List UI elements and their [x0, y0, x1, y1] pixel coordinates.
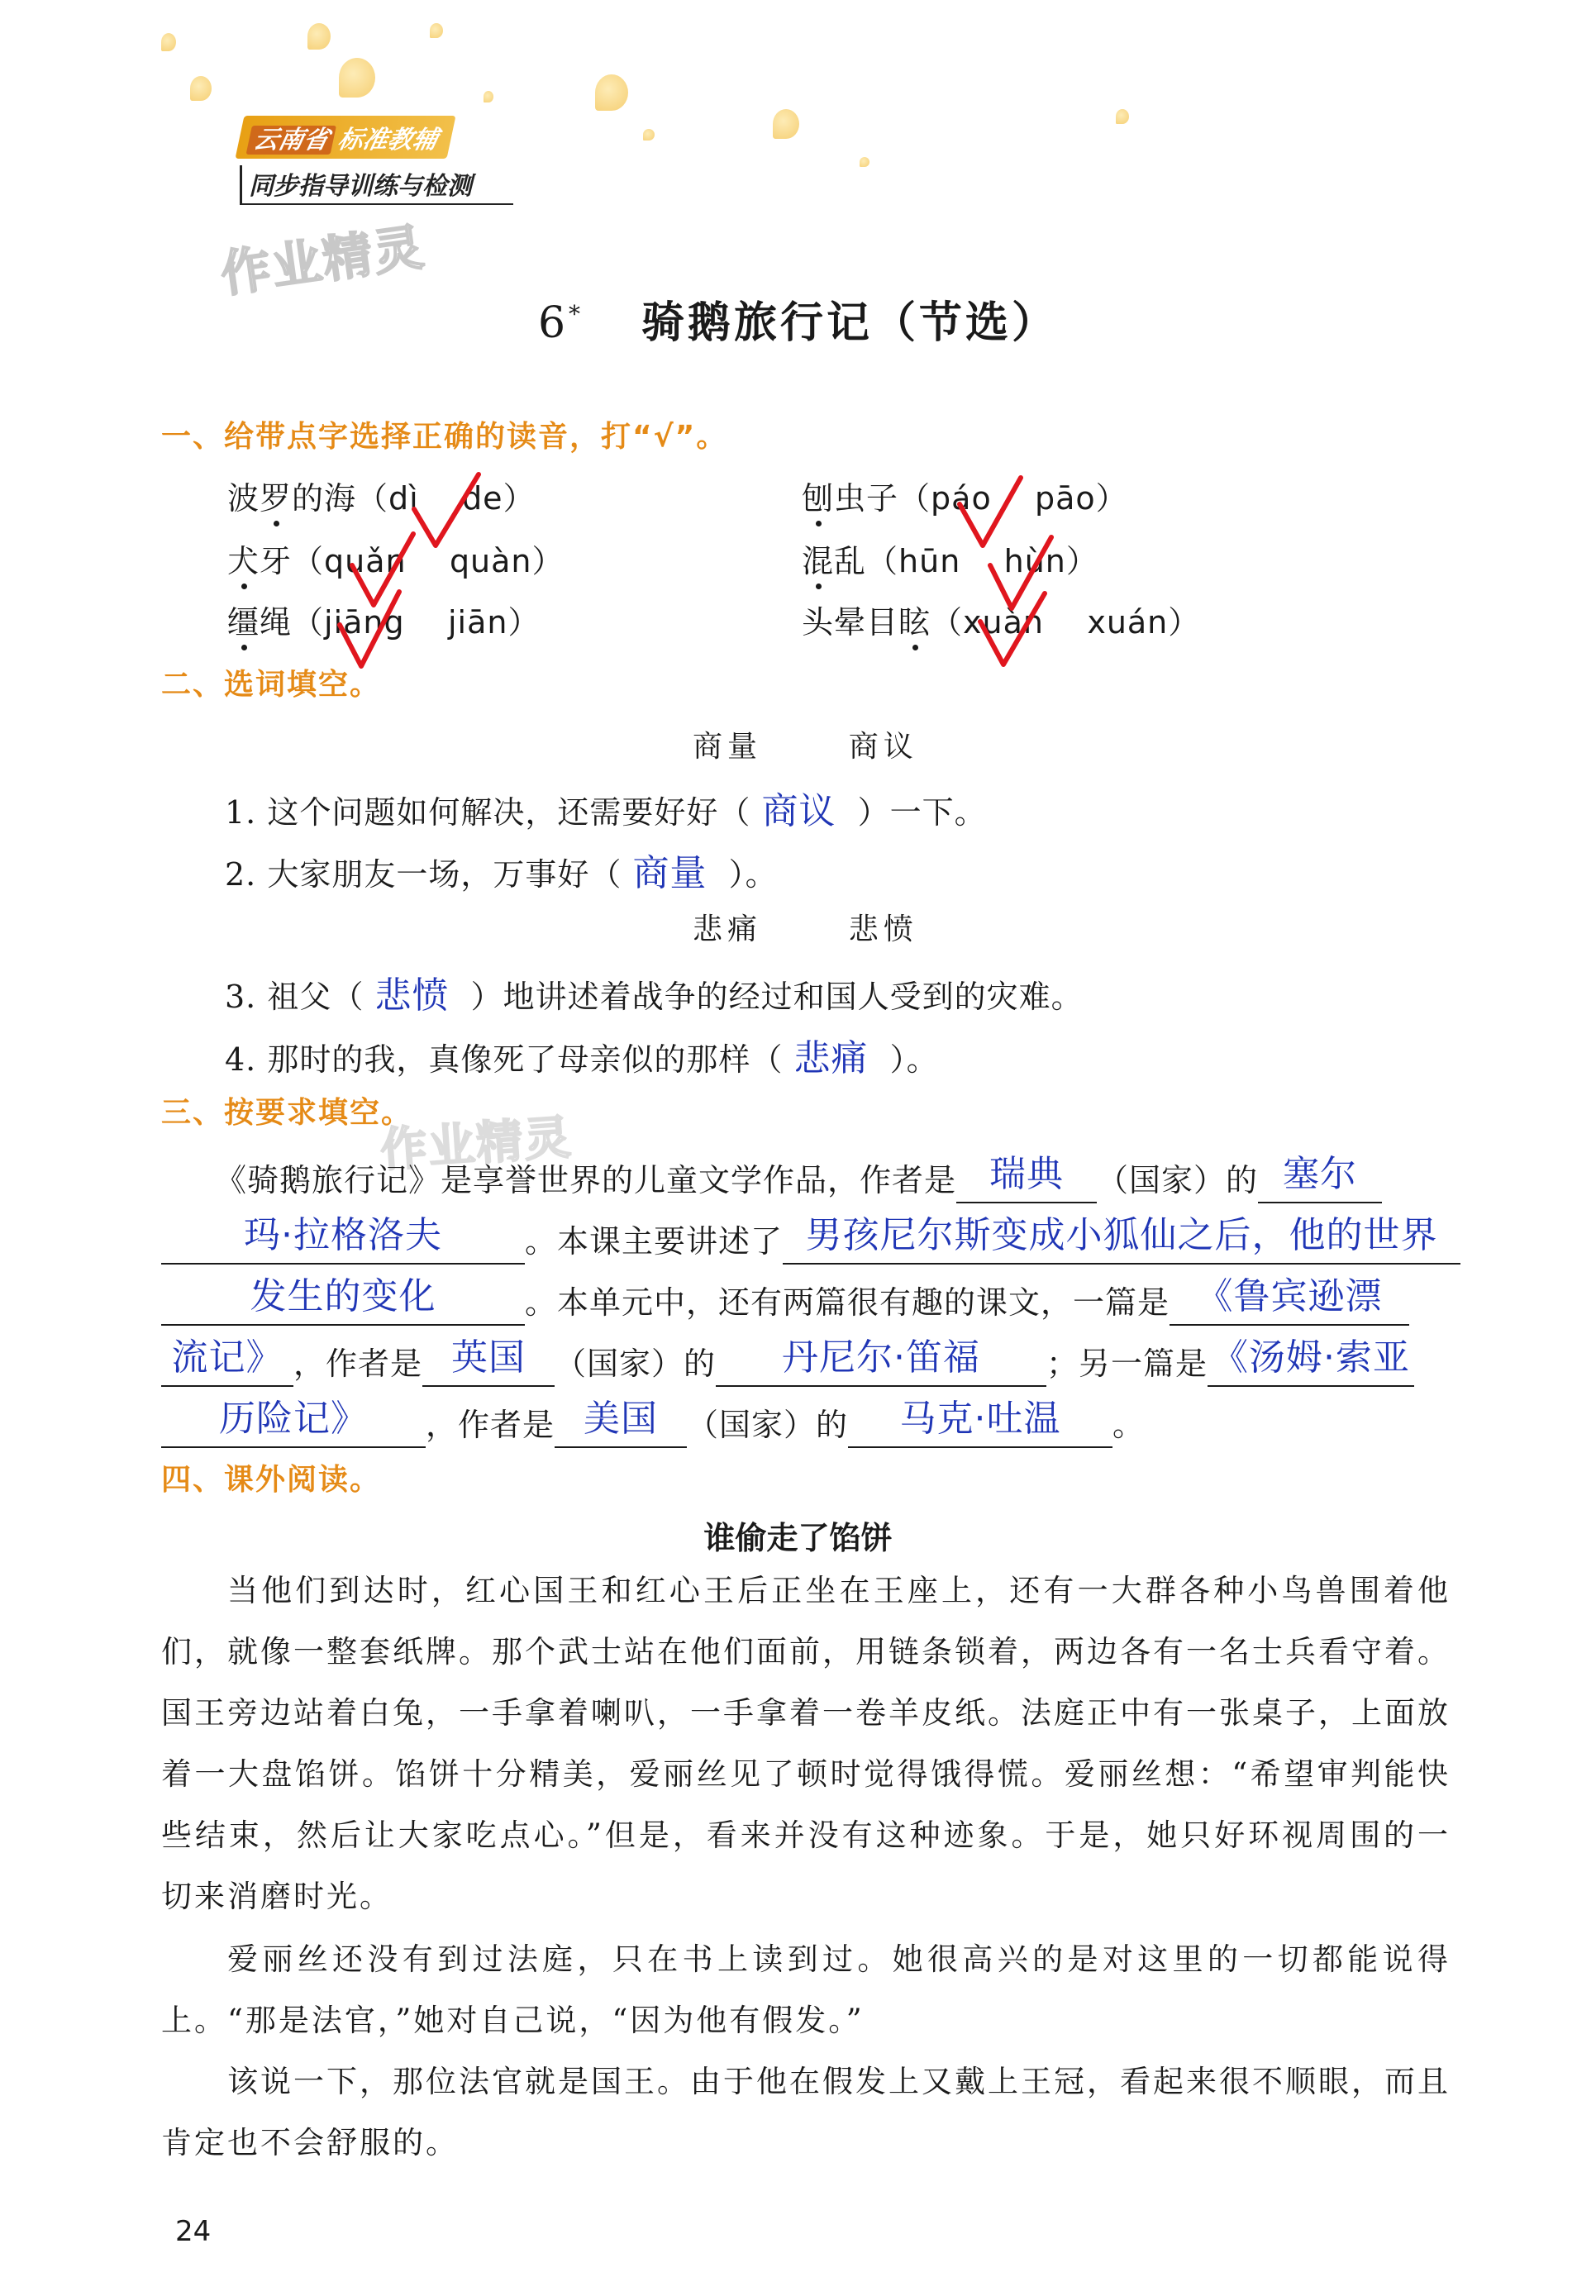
petal-decoration: [773, 109, 799, 139]
fill-text-line: 发生的变化 。本单元中，还有两篇很有趣的课文，一篇是 《鲁宾逊漂: [161, 1271, 1409, 1326]
petal-decoration: [307, 23, 331, 50]
petal-decoration: [860, 157, 869, 167]
reading-paragraph: 当他们到达时，红心国王和红心王后正坐在王座上，还有一大群各种小鸟兽围着他们，就像一整套纸牌。那个武士站在他们面前，用链条锁着，两边各有一名士兵看守着。国王旁边站着白兔，一手拿着喇叭，一手拿着一卷羊皮纸。法庭正中有一张桌子，上面放着一大盘馅饼。馅饼十分精美，爱丽丝见了顿时觉得饿得慌。爱丽丝想：“希望审判能快些结束，然后让大家吃点心。”但是，看来并没有这种迹象。于是，她只好环视周围的一切来消磨时光。: [161, 1573, 1451, 1914]
handwritten-answer: 悲愤: [374, 974, 450, 1017]
watermark: 作业精灵: [217, 218, 429, 304]
petal-decoration: [161, 33, 176, 51]
fill-text-line: 《骑鹅旅行记》是享誉世界的儿童文学作品，作者是 瑞典 （国家）的 塞尔: [215, 1149, 1382, 1203]
handwritten-answer: 历险记》: [219, 1398, 368, 1440]
pinyin-item: 混乱（hūn hùn）: [802, 543, 1098, 579]
lesson-title: [0, 288, 1596, 350]
fill-question: 4. 那时的我，真像死了母亲似的那样（ 悲痛 ）。: [225, 1037, 939, 1079]
brand-subtitle: 同步指导训练与检测: [240, 165, 513, 205]
handwritten-answer: 商量: [632, 852, 707, 894]
brand-name: 标准教辅: [335, 126, 441, 155]
brand-province: 云南省: [246, 126, 336, 155]
handwritten-answer: 商议: [761, 790, 836, 832]
lesson-number: 6*: [537, 298, 584, 348]
fill-question: 3. 祖父（ 悲愤 ）地讲述着战争的经过和国人受到的灾难。: [225, 974, 1084, 1017]
handwritten-answer: 悲痛: [793, 1037, 869, 1079]
reading-title: 谁偷走了馅饼: [703, 1520, 893, 1556]
handwritten-answer: 瑞典: [989, 1153, 1065, 1195]
handwritten-answer: 《汤姆·索亚: [1212, 1336, 1411, 1379]
petal-decoration: [643, 129, 655, 141]
handwritten-answer: 英国: [451, 1336, 526, 1379]
check-mark-icon: [335, 588, 409, 671]
brand-logo: [235, 116, 455, 159]
fill-text-line: 玛·拉格洛夫 。本课主要讲述了 男孩尼尔斯变成小狐仙之后，他的世界: [161, 1210, 1460, 1265]
lesson-title-text: 骑鹅旅行记（节选）: [641, 298, 1059, 348]
word-options: 悲痛 悲愤: [693, 912, 918, 946]
fill-question: 1. 这个问题如何解决，还需要好好（ 商议 ）一下。: [225, 790, 987, 832]
pinyin-item: 犬牙（quǎn quàn）: [227, 543, 565, 579]
reading-paragraph: 爱丽丝还没有到过法庭，只在书上读到过。她很高兴的是对这里的一切都能说得上。“那是法官，”她对自己说，“因为他有假发。”: [161, 1941, 1451, 2038]
petal-decoration: [430, 23, 443, 38]
pinyin-item: 头晕目眩（xuàn xuán）: [802, 604, 1201, 641]
word-options: 商量 商议: [693, 730, 918, 764]
handwritten-answer: 马克·吐温: [899, 1398, 1061, 1440]
handwritten-answer: 塞尔: [1283, 1153, 1358, 1195]
handwritten-answer: 男孩尼尔斯变成小狐仙之后，他的世界: [805, 1214, 1438, 1256]
pinyin-item: 缰绳（jiāng jiān）: [227, 604, 541, 641]
pinyin-item: 波罗的海（dì de）: [227, 480, 536, 517]
handwritten-answer: 丹尼尔·笛福: [782, 1336, 981, 1379]
handwritten-answer: 玛·拉格洛夫: [244, 1214, 442, 1256]
fill-text-line: 流记》 ，作者是 英国 （国家）的 丹尼尔·笛福 ；另一篇是 《汤姆·索亚: [161, 1332, 1414, 1387]
fill-question: 2. 大家朋友一场，万事好（ 商量 ）。: [225, 852, 778, 894]
page-number: 24: [175, 2215, 212, 2248]
watermark: 作业精灵: [379, 1110, 574, 1179]
section-heading: 四、课外阅读。: [161, 1463, 382, 1497]
petal-decoration: [1116, 109, 1129, 124]
fill-text-line: 历险记》 ，作者是 美国 （国家）的 马克·吐温 。: [161, 1393, 1145, 1448]
petal-decoration: [595, 74, 628, 111]
brand-header: [240, 116, 513, 205]
handwritten-answer: 美国: [584, 1398, 659, 1440]
section-heading: 三、按要求填空。: [161, 1096, 413, 1130]
petal-decoration: [339, 58, 375, 98]
section-heading: 二、选词填空。: [161, 668, 382, 702]
pinyin-item: 刨虫子（páo pāo）: [802, 480, 1128, 517]
check-mark-icon: [975, 588, 1050, 671]
handwritten-answer: 《鲁宾逊漂: [1196, 1275, 1383, 1317]
petal-decoration: [484, 91, 493, 102]
handwritten-answer: 发生的变化: [250, 1275, 436, 1317]
handwritten-answer: 流记》: [171, 1336, 283, 1379]
section-heading: 一、给带点字选择正确的读音，打“√”。: [161, 420, 728, 454]
petal-decoration: [190, 76, 212, 101]
reading-paragraph: 该说一下，那位法官就是国王。由于他在假发上又戴上王冠，看起来很不顺眼，而且肯定也不会舒服的。: [161, 2064, 1451, 2160]
